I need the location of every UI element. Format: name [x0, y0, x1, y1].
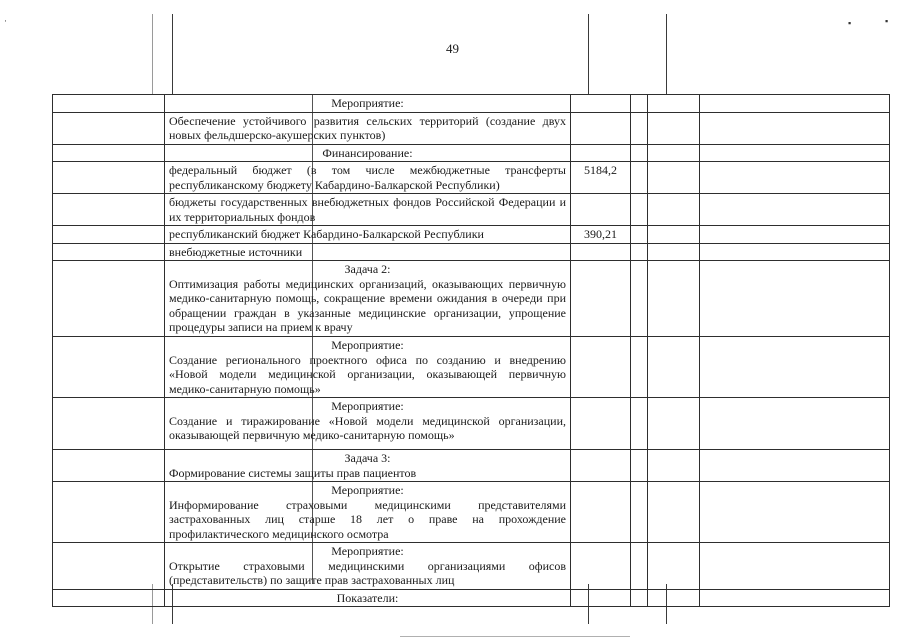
table-row: [53, 261, 890, 337]
table-row: [53, 243, 890, 261]
empty-cell: [648, 162, 700, 194]
section-heading: Задача 3:: [344, 451, 391, 465]
empty-cell: [648, 144, 700, 162]
table-row: [53, 482, 890, 543]
description-cell: [165, 162, 571, 194]
empty-cell: [700, 226, 890, 244]
section-heading: Мероприятие:: [331, 96, 404, 110]
table-row: [53, 337, 890, 398]
empty-cell: [631, 543, 648, 590]
empty-cell: [648, 450, 700, 482]
section-text: Открытие страховыми медицинскими организациями офисов (представительств) по защите прав застрахованных лиц: [169, 558, 566, 587]
section-text: Формирование системы защиты прав пациентов: [169, 465, 417, 480]
table-row: [53, 144, 890, 162]
description-cell: [165, 194, 571, 226]
table-row: [53, 398, 890, 450]
amount-cell: [571, 95, 631, 113]
amount-cell: [571, 337, 631, 398]
section-text: Обеспечение устойчивого развития сельских территорий (создание двух новых фельдшерско-акушерских пунктов): [169, 113, 566, 142]
empty-cell: [648, 589, 700, 607]
empty-cell: [700, 194, 890, 226]
description-cell: [165, 543, 571, 590]
empty-cell: [700, 112, 890, 144]
empty-cell: [631, 337, 648, 398]
table-row: [53, 112, 890, 144]
funding-source-text: внебюджетные источники: [169, 244, 303, 259]
empty-cell: [648, 95, 700, 113]
empty-cell: [700, 162, 890, 194]
column-rule-line: [588, 14, 589, 94]
empty-cell: [648, 261, 700, 337]
first-column-cell: [53, 543, 165, 590]
first-column-cell: [53, 144, 165, 162]
amount-cell: [571, 482, 631, 543]
empty-cell: [648, 398, 700, 450]
empty-cell: [631, 450, 648, 482]
first-column-cell: [53, 162, 165, 194]
amount-cell: [571, 261, 631, 337]
empty-cell: [631, 144, 648, 162]
description-cell: [165, 112, 571, 144]
first-column-cell: [53, 226, 165, 244]
first-column-cell: [53, 589, 165, 607]
description-cell: [165, 337, 571, 398]
description-cell: [165, 482, 571, 543]
table-row: [53, 450, 890, 482]
section-text: Оптимизация работы медицинских организаций, оказывающих первичную медико-санитарную помощь, сокращение времени ожидания в очереди при обращении граждан в указанные медицинские организации, упрощение процедуры записи на прием к врачу: [169, 276, 566, 334]
table-row: [53, 95, 890, 113]
empty-cell: [648, 226, 700, 244]
section-heading: Показатели:: [336, 590, 399, 605]
empty-cell: [648, 482, 700, 543]
empty-cell: [648, 194, 700, 226]
empty-cell: [700, 261, 890, 337]
table-row: [53, 162, 890, 194]
funding-source-text: федеральный бюджет (в том числе межбюджетные трансферты республиканскому бюджету Кабардино-Балкарской Республики): [169, 163, 566, 192]
description-cell: [165, 226, 571, 244]
scan-speck: ▪: [885, 16, 889, 26]
section-text: Информирование страховыми медицинскими представителями застрахованных лиц старше 18 лет о праве на прохождение профилактического медицинского осмотра: [169, 497, 566, 541]
description-cell: [165, 398, 571, 450]
table-row: [53, 226, 890, 244]
amount-cell: 5184,2: [571, 162, 631, 194]
empty-cell: [631, 243, 648, 261]
section-text: Создание и тиражирование «Новой модели медицинской организации, оказывающей первичную медико-санитарную помощь»: [169, 413, 566, 442]
description-cell: [165, 261, 571, 337]
empty-cell: [631, 482, 648, 543]
empty-cell: [700, 243, 890, 261]
page-number: 49: [446, 41, 459, 56]
amount-cell: [571, 398, 631, 450]
amount-cell: 390,21: [571, 226, 631, 244]
program-table-body: [53, 95, 890, 607]
empty-cell: [700, 337, 890, 398]
empty-cell: [648, 112, 700, 144]
empty-cell: [648, 337, 700, 398]
empty-cell: [631, 261, 648, 337]
empty-cell: [700, 543, 890, 590]
empty-cell: [631, 112, 648, 144]
column-rule-line: [666, 14, 667, 94]
first-column-cell: [53, 261, 165, 337]
section-heading: Мероприятие:: [331, 338, 404, 352]
empty-cell: [700, 95, 890, 113]
section-heading: Задача 2:: [344, 262, 391, 276]
amount-cell: [571, 589, 631, 607]
section-heading: Финансирование:: [322, 145, 413, 160]
first-column-cell: [53, 482, 165, 543]
empty-cell: [700, 144, 890, 162]
empty-cell: [700, 398, 890, 450]
description-cell: [165, 450, 571, 482]
description-cell: [165, 589, 571, 607]
empty-cell: [631, 226, 648, 244]
first-column-cell: [53, 194, 165, 226]
section-heading: Мероприятие:: [331, 483, 404, 497]
section-text: Создание регионального проектного офиса по созданию и внедрению «Новой модели медицинской организации, оказывающей первичную медико-санитарную помощь»: [169, 352, 566, 396]
scan-artifact-line: [400, 636, 630, 637]
scan-speck: ·: [4, 16, 7, 26]
first-column-cell: [53, 95, 165, 113]
funding-source-text: республиканский бюджет Кабардино-Балкарской Республики: [169, 227, 484, 241]
amount-cell: [571, 543, 631, 590]
first-column-cell: [53, 398, 165, 450]
description-cell: [165, 243, 571, 261]
first-column-cell: [53, 243, 165, 261]
first-column-cell: [53, 337, 165, 398]
table-row: [53, 589, 890, 607]
empty-cell: [631, 589, 648, 607]
empty-cell: [700, 482, 890, 543]
column-rule-line: [172, 14, 173, 94]
scan-speck: ▪: [848, 18, 852, 28]
amount-cell: [571, 194, 631, 226]
amount-cell: [571, 112, 631, 144]
empty-cell: [631, 194, 648, 226]
first-column-cell: [53, 450, 165, 482]
table-row: [53, 543, 890, 590]
empty-cell: [700, 589, 890, 607]
scan-artifact-line: [152, 14, 153, 94]
program-table: [52, 94, 890, 607]
empty-cell: [631, 398, 648, 450]
description-cell: [165, 95, 571, 113]
empty-cell: [648, 543, 700, 590]
amount-cell: [571, 144, 631, 162]
amount-cell: [571, 243, 631, 261]
table-row: [53, 194, 890, 226]
amount-cell: [571, 450, 631, 482]
empty-cell: [631, 162, 648, 194]
first-column-cell: [53, 112, 165, 144]
empty-cell: [631, 95, 648, 113]
section-heading: Мероприятие:: [331, 399, 404, 413]
description-cell: [165, 144, 571, 162]
funding-source-text: бюджеты государственных внебюджетных фондов Российской Федерации и их территориальных фондов: [169, 195, 566, 224]
section-heading: Мероприятие:: [331, 544, 404, 558]
empty-cell: [648, 243, 700, 261]
empty-cell: [700, 450, 890, 482]
